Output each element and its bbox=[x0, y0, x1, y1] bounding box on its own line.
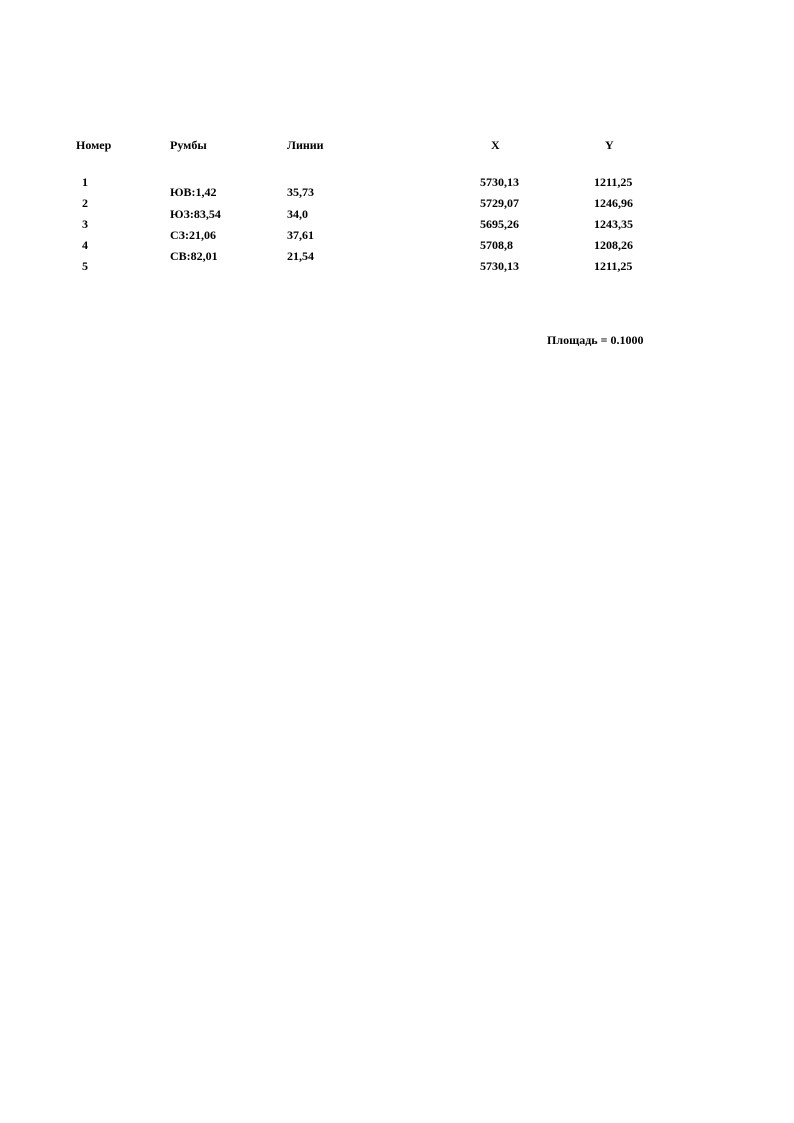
coord-y: 1211,25 bbox=[594, 175, 633, 189]
coord-x: 5695,26 bbox=[480, 217, 519, 231]
coord-y: 1208,26 bbox=[594, 238, 633, 252]
header-y: Y bbox=[605, 138, 614, 152]
point-number: 2 bbox=[82, 196, 88, 210]
segment-rhumb: ЮЗ:83,54 bbox=[170, 207, 221, 221]
coord-x: 5708,8 bbox=[480, 238, 513, 252]
area-value: Площадь = 0.1000 bbox=[547, 333, 644, 347]
header-rhumbs: Румбы bbox=[170, 138, 207, 152]
segment-line: 35,73 bbox=[287, 185, 314, 199]
point-number: 3 bbox=[82, 217, 88, 231]
coord-x: 5730,13 bbox=[480, 259, 519, 273]
coord-x: 5730,13 bbox=[480, 175, 519, 189]
coord-y: 1211,25 bbox=[594, 259, 633, 273]
header-x: X bbox=[491, 138, 500, 152]
segment-line: 34,0 bbox=[287, 207, 308, 221]
header-number: Номер bbox=[76, 138, 112, 152]
header-lines: Линии bbox=[287, 138, 324, 152]
coord-y: 1246,96 bbox=[594, 196, 633, 210]
point-number: 1 bbox=[82, 175, 88, 189]
segment-line: 37,61 bbox=[287, 228, 314, 242]
segment-rhumb: СВ:82,01 bbox=[170, 249, 218, 263]
point-number: 5 bbox=[82, 259, 88, 273]
segment-line: 21,54 bbox=[287, 249, 314, 263]
point-number: 4 bbox=[82, 238, 88, 252]
segment-rhumb: ЮВ:1,42 bbox=[170, 185, 217, 199]
segment-rhumb: СЗ:21,06 bbox=[170, 228, 216, 242]
coord-x: 5729,07 bbox=[480, 196, 519, 210]
coord-y: 1243,35 bbox=[594, 217, 633, 231]
